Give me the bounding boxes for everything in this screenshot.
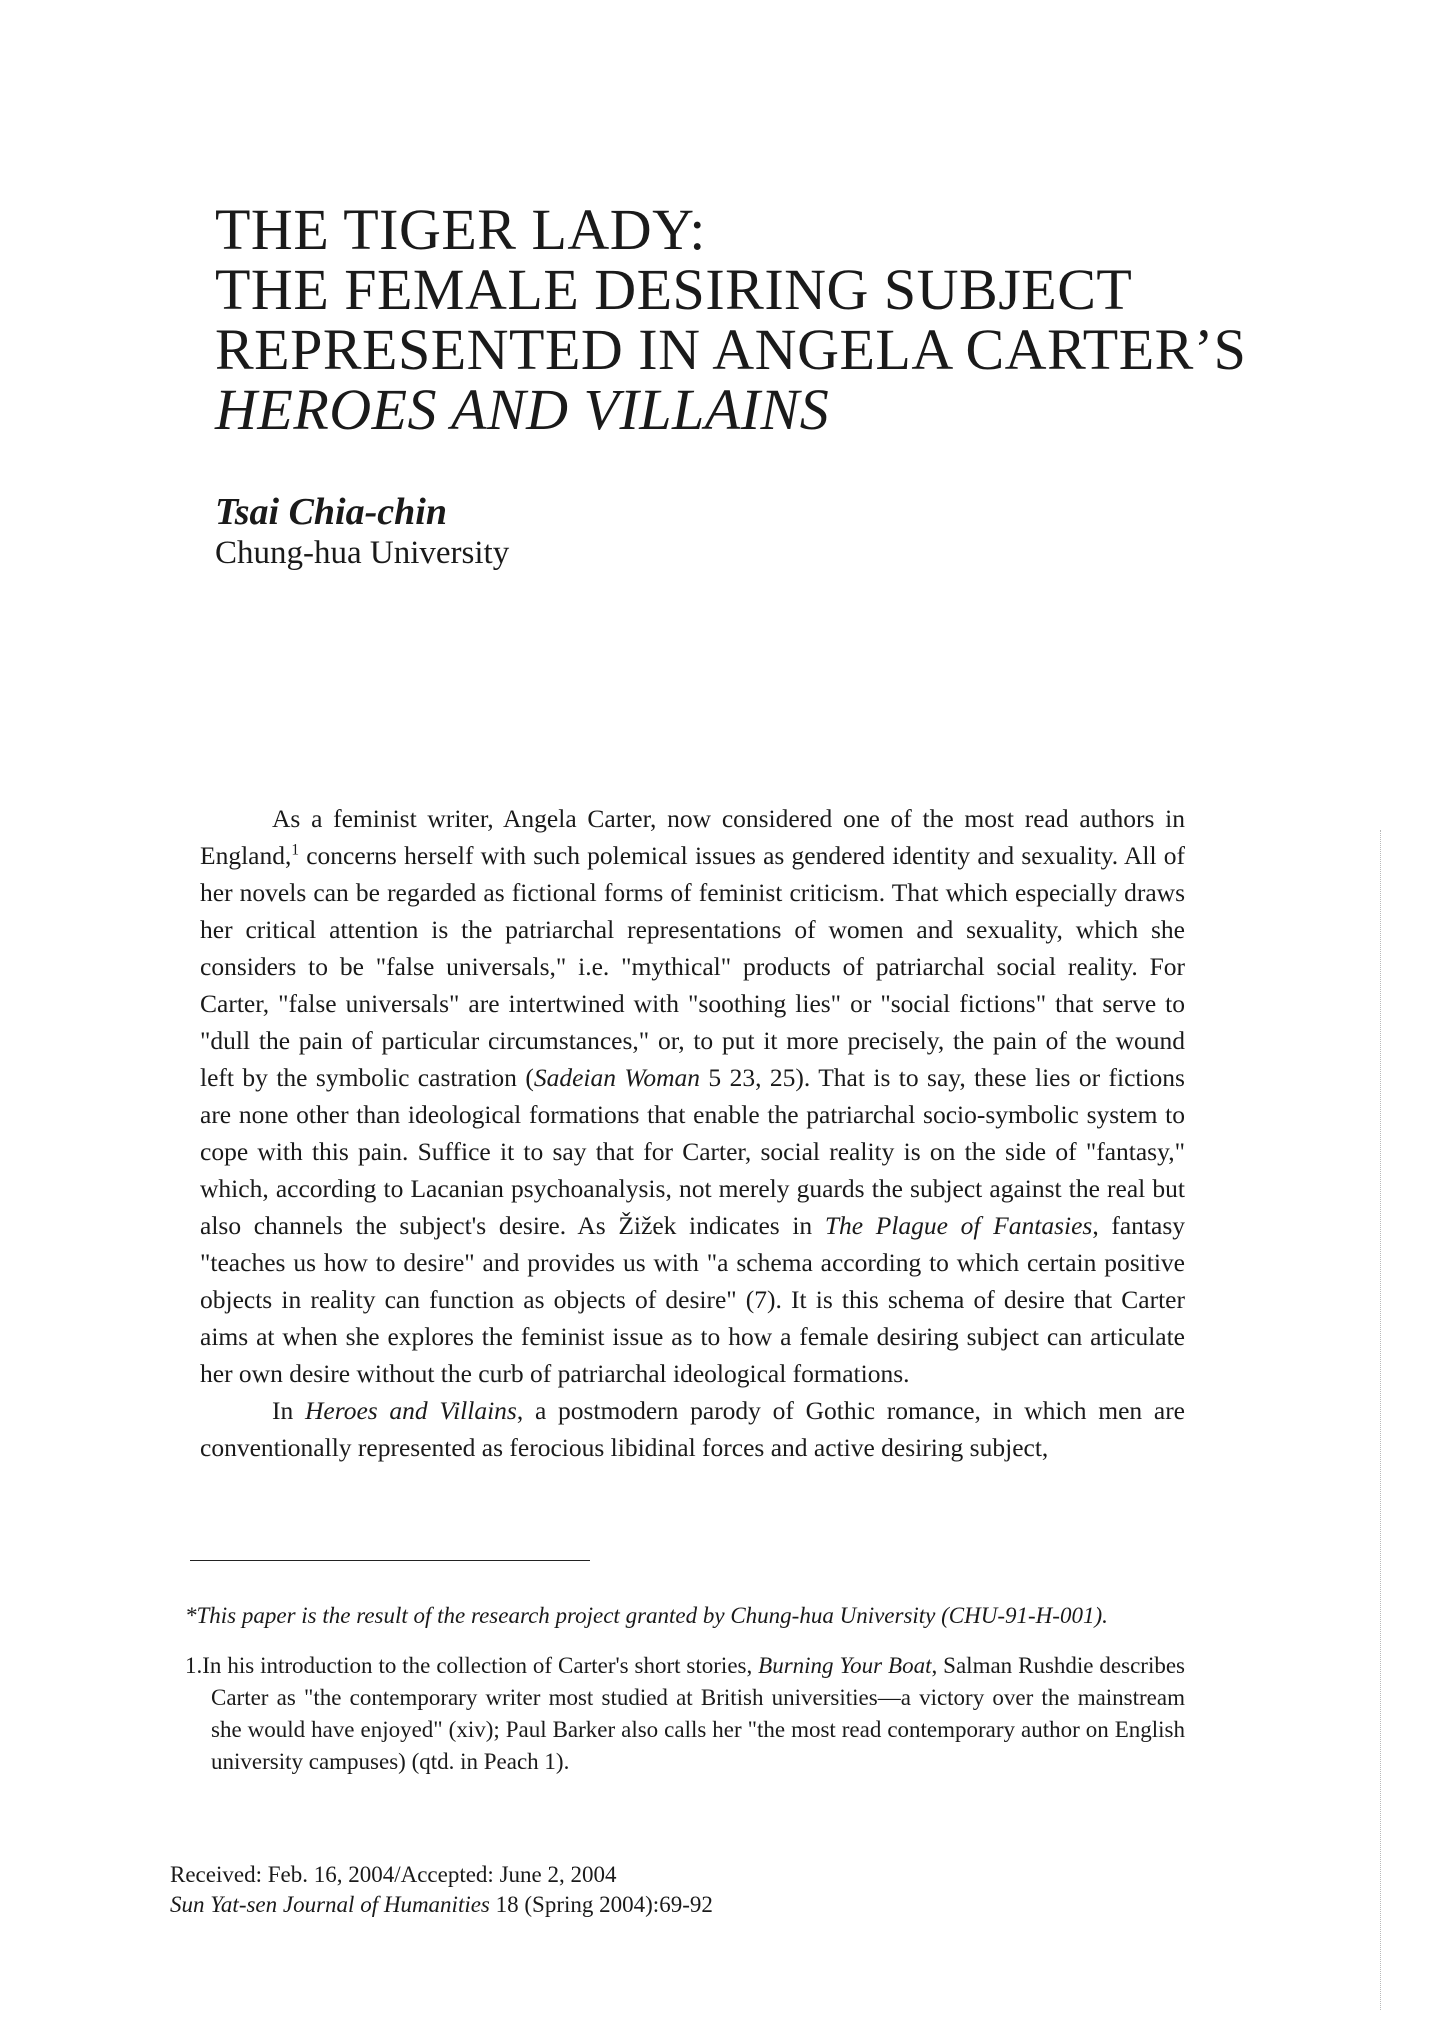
- paragraph-2-text-c: , a postmodern parody of Gothic romance, in which men are conventionally represented as ferocious libidinal forces and active desiring subject,: [200, 1396, 1186, 1462]
- citation-title-burning-your-boat: Burning Your Boat: [758, 1653, 932, 1678]
- footnote-divider: [190, 1560, 590, 1561]
- author-name: Tsai Chia-chin: [215, 491, 447, 533]
- paragraph-1-text-b: concerns herself with such polemical issues as gendered identity and sexuality. All of her novels can be regarded as fictional forms of feminist criticism. That which especially draws her critical attention is the patriarchal representations of women and sexuality, which she considers to be "false universals," i.e. "mythical" products of patriarchal social reality. For Carter, "false universals" are intertwined with "soothing lies" or "social fictions" that serve to "dull the pain of particular circumstances," or, to put it more precisely, the pain of the wound left by the symbolic castration (: [200, 841, 1185, 1092]
- title-line-2: THE FEMALE DESIRING SUBJECT: [215, 257, 1133, 322]
- footnotes: [185, 1600, 1185, 1778]
- scan-edge-line: [1380, 830, 1382, 2010]
- footnote-1-text-a: 1.In his introduction to the collection of Carter's short stories,: [185, 1653, 759, 1678]
- footnote-1-text-c: , Salman Rushdie describes Carter as "the contemporary writer most studied at British universities—a victory over the mainstream she would have enjoyed" (xiv); Paul Barker also calls her "the most read contemporary author on English university campuses) (qtd. in Peach 1).: [211, 1653, 1185, 1774]
- paragraph-1: [200, 800, 1185, 1392]
- title-line-1: THE TIGER LADY:: [215, 197, 706, 262]
- body-text: [200, 800, 1185, 1466]
- paragraph-1-text-f: , fantasy "teaches us how to desire" and provides us with "a schema according to which certain positive objects in reality can function as objects of desire" (7). It is this schema of desire that Carter aims at when she explores the feminist issue as to how a female desiring subject can articulate her own desire without the curb of patriarchal ideological formations.: [200, 1211, 1186, 1388]
- footnote-ref-1: 1: [291, 841, 300, 859]
- paragraph-2: [200, 1392, 1185, 1466]
- paragraph-2-text-a: In: [272, 1396, 305, 1425]
- journal-citation: [170, 1890, 713, 1920]
- citation-title-sadeian-woman: Sadeian Woman: [533, 1063, 700, 1092]
- title-line-3: REPRESENTED IN ANGELA CARTER’S: [215, 317, 1247, 382]
- footnote-1: [185, 1650, 1185, 1778]
- author-affiliation: Chung-hua University: [215, 535, 510, 571]
- paragraph-1-text-a: As a feminist writer, Angela Carter, now considered one of the most read authors in England,: [200, 804, 1185, 870]
- footnote-star: *This paper is the result of the research project granted by Chung-hua University (CHU-91-H-001).: [185, 1603, 1108, 1628]
- journal-volume-pages: 18 (Spring 2004):69-92: [489, 1892, 713, 1917]
- citation-title-heroes-and-villains: Heroes and Villains: [304, 1396, 517, 1425]
- title-line-4: HEROES AND VILLAINS: [215, 377, 830, 442]
- paragraph-1-text-d: 5 23, 25). That is to say, these lies or fictions are none other than ideological formations that enable the patriarchal socio-symbolic system to cope with this pain. Suffice it to say that for Carter, social reality is on the side of "fantasy," which, according to Lacanian psychoanalysis, not merely guards the subject against the real but also channels the subject's desire. As Žižek indicates in: [200, 1063, 1185, 1240]
- citation-title-plague-of-fantasies: The Plague of Fantasies: [824, 1211, 1093, 1240]
- article-title: [215, 197, 1247, 442]
- journal-name: Sun Yat-sen Journal of Humanities: [170, 1892, 490, 1917]
- received-dates: Received: Feb. 16, 2004/Accepted: June 2, 2004: [170, 1862, 617, 1887]
